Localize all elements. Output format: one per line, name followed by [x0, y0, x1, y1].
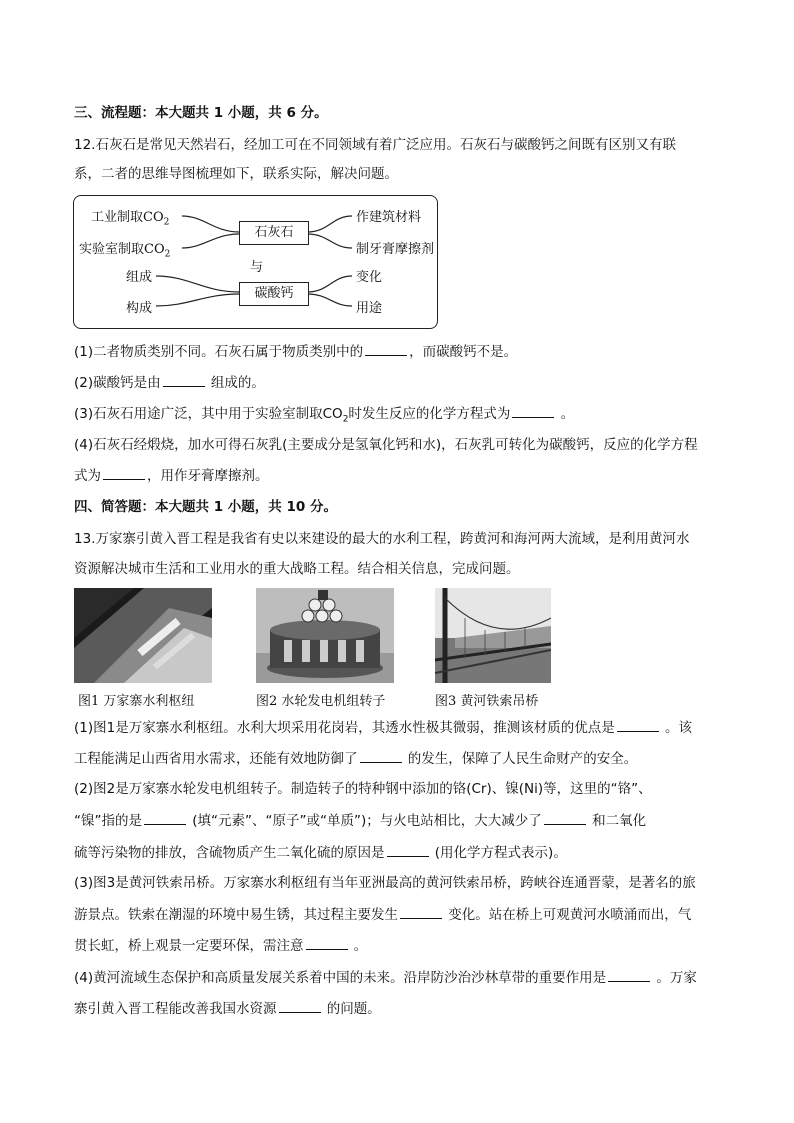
- caption-figure2: 图2 水轮发电机组转子: [256, 694, 386, 709]
- mm-change: 变化: [356, 270, 383, 285]
- answer-blank[interactable]: [608, 967, 650, 982]
- q13-part1-line2: 工程能满足山西省用水需求，还能有效地防御了 的发生，保障了人民生命财产的安全。: [74, 748, 637, 769]
- q12-part2: (2)碳酸钙是由 组成的。: [74, 372, 265, 393]
- suspension-bridge-photo: [435, 588, 551, 683]
- q13-part4-line2: 寨引黄入晋工程能改善我国水资源 的问题。: [74, 998, 381, 1019]
- q13-intro-line1: 13.万家寨引黄入晋工程是我省有史以来建设的最大的水利工程，跨黄河和海河两大流域，是利用黄河水: [74, 531, 690, 547]
- answer-blank[interactable]: [144, 810, 186, 825]
- answer-blank[interactable]: [512, 403, 554, 418]
- mm-structure: 构成: [126, 301, 153, 316]
- q13-part2-line3: 硫等污染物的排放，含硫物质产生二氧化硫的原因是 (用化学方程式表示)。: [74, 842, 567, 863]
- dam-photo: [74, 588, 212, 683]
- q13-part3-line1: (3)图3是黄河铁索吊桥。万家寨水利枢纽有当年亚洲最高的黄河铁索吊桥，跨峡谷连通晋蒙，是著名的旅: [74, 875, 696, 891]
- section-heading-4: 四、简答题：本大题共 1 小题，共 10 分。: [74, 499, 337, 515]
- q13-part2-line2: “镍”指的是 (填“元素”、“原子”或“单质”)；与火电站相比，大大减少了 和二氧化: [74, 810, 646, 831]
- mm-building-material: 作建筑材料: [356, 210, 422, 225]
- answer-blank[interactable]: [163, 372, 205, 387]
- mind-map: [73, 195, 438, 329]
- answer-blank[interactable]: [387, 842, 429, 857]
- mm-lab-co2: 实验室制取$CO_2$: [79, 242, 171, 260]
- q12-part1: (1)二者物质类别不同。石灰石属于物质类别中的 ，而碳酸钙不是。: [74, 341, 517, 362]
- q12-part4-line2: 式为 ，用作牙膏摩擦剂。: [74, 465, 269, 486]
- answer-blank[interactable]: [617, 717, 659, 732]
- answer-blank[interactable]: [400, 904, 442, 919]
- q12-intro-line2: 系，二者的思维导图梳理如下，联系实际，解决问题。: [74, 166, 398, 182]
- q13-part3-line2: 游景点。铁索在潮湿的环境中易生锈，其过程主要发生 变化。站在桥上可观黄河水喷涌而出，气: [74, 904, 691, 925]
- q13-part4-line1: (4)黄河流域生态保护和高质量发展关系着中国的未来。沿岸防沙治沙林草带的重要作用是 。万家: [74, 967, 697, 988]
- answer-blank[interactable]: [306, 935, 348, 950]
- caption-figure3: 图3 黄河铁索吊桥: [435, 694, 539, 709]
- answer-blank[interactable]: [365, 341, 407, 356]
- answer-blank[interactable]: [360, 748, 402, 763]
- answer-blank[interactable]: [103, 465, 145, 480]
- mm-composition: 组成: [126, 270, 153, 285]
- q13-part2-line1: (2)图2是万家寨水轮发电机组转子。制造转子的特种钢中添加的铬(Cr)、镍(Ni)等，这里的“铬”、: [74, 781, 652, 797]
- mm-toothpaste-abrasive: 制牙膏摩擦剂: [356, 242, 435, 257]
- mm-use: 用途: [356, 301, 383, 316]
- section-heading-3: 三、流程题：本大题共 1 小题，共 6 分。: [74, 105, 328, 121]
- mm-calcium-carbonate-box: 碳酸钙: [239, 282, 309, 306]
- turbine-rotor-photo: [256, 588, 394, 683]
- mm-and: 与: [250, 260, 264, 275]
- answer-blank[interactable]: [279, 998, 321, 1013]
- q13-part3-line3: 贯长虹，桥上观景一定要环保，需注意 。: [74, 935, 367, 956]
- q13-intro-line2: 资源解决城市生活和工业用水的重大战略工程。结合相关信息，完成问题。: [74, 561, 520, 577]
- q13-part1-line1: (1)图1是万家寨水利枢纽。水利大坝采用花岗岩，其透水性极其微弱，推测该材质的优点是 。该: [74, 717, 692, 738]
- mm-limestone-box: 石灰石: [239, 221, 309, 245]
- caption-figure1: 图1 万家寨水利枢纽: [78, 694, 195, 709]
- mm-industrial-co2: 工业制取$CO_2$: [91, 210, 170, 228]
- q12-part3: (3)石灰石用途广泛，其中用于实验室制取$CO_2$时发生反应的化学方程式为 。: [74, 403, 574, 430]
- answer-blank[interactable]: [544, 810, 586, 825]
- q12-intro-line1: 12.石灰石是常见天然岩石，经加工可在不同领域有着广泛应用。石灰石与碳酸钙之间既有区别又有联: [74, 137, 676, 153]
- q12-part4-line1: (4)石灰石经煅烧，加水可得石灰乳(主要成分是氢氧化钙和水)，石灰乳可转化为碳酸钙，反应的化学方程: [74, 437, 698, 453]
